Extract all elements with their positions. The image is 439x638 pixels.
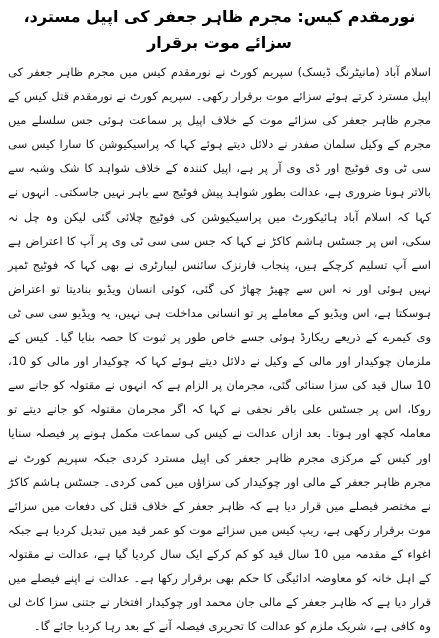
article-body-text: اسلام آباد (مانیٹرنگ ڈیسک) سپریم کورٹ نے نورمقدم کیس میں مجرم ظاہر جعفر کی اپیل مسترد کرتے ہوئے سزائے موت برقرار رکھی۔ سپریم کورٹ نے نورمقدم قتل کیس کے مجرم ظاہر جعفر کی سزائے موت کے خلاف اپیل پر سماعت ہوئی جس سلسلے میں مجرم کے وکیل سلمان صفدر نے دلائل دیتے ہوئے کہا کہ پراسیکیوشن کا سارا کیس سی سی ٹی وی فوٹیج اور ڈی وی آر پر ہے، اپیل کنندہ کے خلاف شواہد کا شک وشبہ سے بالاتر ہونا ضروری ہے، عدالت بطور شواہد پیش فوٹیج سے باہر نہیں جاسکتی۔ انہوں نے کہا کہ اسلام آباد ہائیکورٹ میں پراسیکیوشن کی فوٹیج چلائی گئی لیکن وہ چل نہ سکی، اس پر جسٹس ہاشم کاکڑ نے کہا کہ جس سی سی ٹی وی پر آپ کا اعتراض ہے اسے آپ تسلیم کرچکے ہیں، پنجاب فارنزک سائنس لیبارٹری نے بھی کہا کہ فوٹیج ٹمپر نہیں ہوئی اور نہ اس سے چھیڑ چھاڑ کی گئی، کوئی انسان ویڈیو بنادیتا تو اعتراض ہوسکتا ہے، اس ویڈیو کے معاملے پر تو انسانی مداخلت ہی نہیں، یہ ویڈیو سی سی ٹی وی کیمرے کے ذریعے ریکارڈ ہوئی جسے خاص طور پر ثبوت کا حصہ بنایا گیا۔ کیس کے ملزمان چوکیدار اور مالی کے وکیل نے دلائل دیتے ہوئے کہا کہ چوکیدار اور مالی کو 10، 10 سال قید کی سزا سنائی گئی، مجرمان پر الزام ہے کہ انہوں نے مقتولہ کو جانے سے روکا، اس پر جسٹس علی باقر نجفی نے کہا کہ اگر مجرمان مقتولہ کو جانے دیتے تو معاملہ کچھ اور ہوتا۔ بعد ازاں عدالت نے کیس کی سماعت مکمل ہونے پر فیصلہ سنایا اور کیس کے مرکزی مجرم ظاہر جعفر کی اپیل مسترد کردی جبکہ سپریم کورٹ نے مجرم ظاہر جعفر کے مالی اور چوکیدار کی سزاؤں میں کمی کردی۔ جسٹس ہاشم کاکڑ نے مختصر فیصلے میں قرار دیا ہے کہ ظاہر جعفر کے خلاف قتل کی دفعات میں سزائے موت برقرار رکھی ہے، ریپ کیس میں سزائے موت کو عمر قید میں تبدیل کردیا ہے جبکہ اغواء کے مقدمہ میں 10 سال قید کو کم کرکے ایک سال کردیا گیا ہے، عدالت نے مقتولہ کے اہل خانہ کو معاوضہ ادائیگی کا حکم بھی برقرار رکھا ہے۔ عدالت نے اپنے فیصلے میں قرار دیا ہے کہ ظاہر جعفر کے مالی جان محمد اور چوکیدار افتخار نے جتنی سزا کاٹ لی وہ کافی ہے، شریک ملزم کو عدالت کا تحریری فیصلہ آنے کے بعد رہا کردیا جائے گا۔ [8, 65, 431, 634]
article-headline: نورمقدم کیس: مجرم ظاہر جعفر کی اپیل مسترد، سزائے موت برقرار [23, 7, 416, 52]
